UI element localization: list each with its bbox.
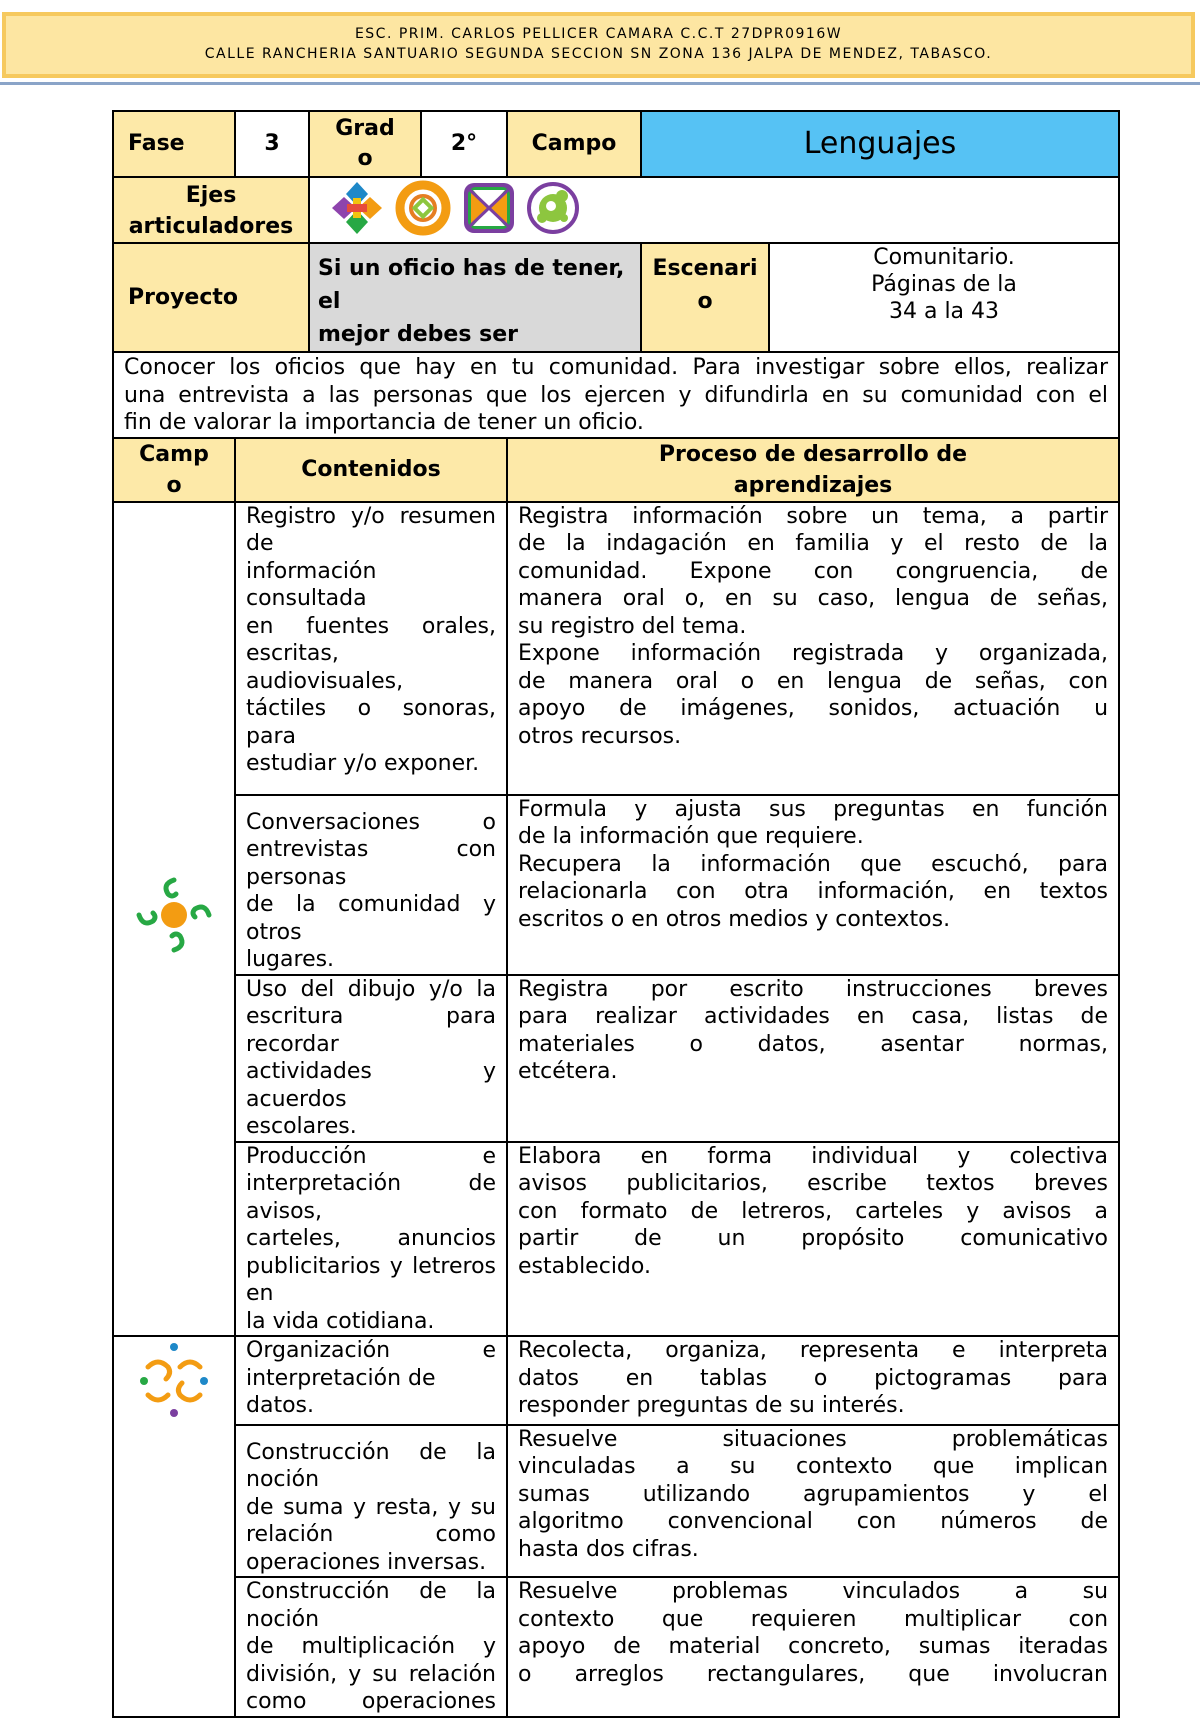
proceso-line: de la indagación en familia y el resto de la [518, 531, 1109, 556]
column-header-campo-line2: o [166, 472, 182, 498]
contenido-line: la vida cotidiana. [246, 1308, 435, 1334]
planning-table [112, 110, 1120, 1718]
escenario-label-line1: Escenari [652, 256, 758, 281]
escenario-label [641, 243, 769, 352]
contenido-cell [235, 1142, 507, 1337]
grado-label-line2: o [357, 146, 373, 171]
proceso-cell [507, 1142, 1119, 1337]
proceso-line: comunidad. Expone con congruencia, de [518, 558, 1109, 584]
contenido-line: carteles, anuncios [246, 1226, 496, 1251]
escenario-value-line2: Páginas de la [871, 272, 1017, 297]
school-name-line: ESC. PRIM. CARLOS PELLICER CAMARA C.C.T 27DPR0916W [354, 26, 843, 42]
proyecto-label: Proyecto [113, 243, 309, 352]
contenido-line: publicitarios y letreros en [246, 1253, 496, 1306]
proyecto-value-line2: mejor debes ser [318, 322, 518, 347]
contenido-line: de multiplicación y [246, 1634, 496, 1659]
proceso-line: Registra información sobre un tema, a partir [518, 503, 1109, 529]
school-header-banner [2, 12, 1195, 78]
contenido-line: actividades y acuerdos [246, 1059, 496, 1112]
proceso-line: escritos o en otros medios y contextos. [518, 906, 951, 932]
table-row [113, 1425, 1119, 1578]
proceso-line: Recolecta, organiza, representa e interpreta [518, 1338, 1109, 1363]
campo-lenguajes-cell [113, 502, 235, 1337]
contenido-cell [235, 975, 507, 1142]
contenido-line: en fuentes orales, [246, 613, 496, 639]
contenido-line: Producción e [246, 1143, 496, 1169]
proyecto-value [309, 243, 641, 352]
proceso-line: hasta dos cifras. [518, 1536, 699, 1562]
ejes-label-line1: Ejes [185, 183, 237, 208]
contenido-line: de suma y resta, y su [246, 1494, 496, 1520]
proceso-line: manera oral o, en su caso, lengua de señas, [518, 586, 1109, 611]
fase-value: 3 [235, 111, 309, 177]
proceso-cell [507, 1425, 1119, 1578]
saberes-campo-icon [134, 1341, 214, 1421]
ejes-label-line2: articuladores [128, 214, 294, 239]
proceso-line: de manera oral o en lengua de señas, con [518, 668, 1109, 694]
contenido-line: Organización e [246, 1338, 496, 1363]
contenido-line: información consultada [246, 558, 377, 611]
contenido-line: operaciones inversas. [246, 1549, 487, 1575]
purpose-line2: una entrevista a las personas que los ejercen y difundirla en su comunidad con el [124, 382, 1109, 408]
column-header-proceso-line2: aprendizajes [733, 472, 893, 498]
contenido-line: escritas, audiovisuales, [246, 641, 404, 694]
contenido-line: división, y su relación [246, 1661, 496, 1687]
grado-label [309, 111, 421, 177]
proceso-line: o arreglos rectangulares, que involucran [518, 1661, 1109, 1687]
table-row [113, 795, 1119, 975]
contenido-line: entrevistas con personas [246, 837, 496, 890]
proceso-line: vinculadas a su contexto que implican [518, 1454, 1109, 1479]
proceso-line: Resuelve problemas vinculados a su [518, 1579, 1109, 1604]
escenario-label-line2: o [697, 289, 713, 314]
column-header-proceso [507, 438, 1119, 502]
ejes-icons-cell [309, 177, 1119, 243]
lenguajes-campo-icon [134, 875, 214, 955]
project-purpose [113, 352, 1119, 438]
proceso-line: otros recursos. [518, 723, 682, 749]
proceso-line: con formato de letreros, carteles y avisos a [518, 1198, 1109, 1224]
table-row [113, 975, 1119, 1142]
campo-label: Campo [507, 111, 641, 177]
contenido-line: Uso del dibujo y/o la [246, 976, 496, 1002]
proceso-line: su registro del tema. [518, 613, 747, 639]
contenido-line: estudiar y/o exponer. [246, 751, 480, 776]
proceso-cell [507, 1336, 1119, 1425]
contenido-line: Conversaciones o [246, 809, 496, 835]
contenido-cell [235, 502, 507, 795]
column-header-campo-line1: Camp [139, 441, 209, 467]
column-header-proceso-line1: Proceso de desarrollo de [658, 441, 968, 467]
proceso-line: partir de un propósito comunicativo [518, 1226, 1109, 1251]
contenido-line: interpretación de datos. [246, 1365, 436, 1418]
contenido-cell [235, 1425, 507, 1578]
contenido-line: interpretación de avisos, [246, 1171, 496, 1224]
table-row [113, 1142, 1119, 1337]
contenido-cell [235, 795, 507, 975]
grado-value: 2° [421, 111, 507, 177]
contenido-line: como operaciones [246, 1689, 496, 1714]
proceso-cell [507, 795, 1119, 975]
purpose-line1: Conocer los oficios que hay en tu comunidad. Para investigar sobre ellos, realizar [124, 355, 1109, 380]
fase-label: Fase [113, 111, 235, 177]
purpose-line3: fin de valorar la importancia de tener un oficio. [124, 410, 644, 435]
proceso-line: datos en tablas o pictogramas para [518, 1365, 1109, 1391]
contenido-line: Construcción de la noción [246, 1579, 496, 1632]
proceso-line: para realizar actividades en casa, listas de [518, 1004, 1109, 1029]
table-row [113, 502, 1119, 795]
school-address-line: CALLE RANCHERIA SANTUARIO SEGUNDA SECCION SN ZONA 136 JALPA DE MENDEZ, TABASCO. [204, 46, 993, 62]
proceso-line: Resuelve situaciones problemáticas [518, 1426, 1109, 1452]
inclusion-icon [328, 180, 386, 236]
campo-saberes-cell [113, 1336, 235, 1717]
proceso-line: Expone información registrada y organizada, [518, 641, 1109, 666]
proceso-line: avisos publicitarios, escribe textos breves [518, 1171, 1109, 1196]
proceso-line: de la información que requiere. [518, 824, 864, 849]
proceso-line: apoyo de material concreto, sumas iteradas [518, 1634, 1109, 1659]
pensamiento-critico-icon [392, 180, 454, 236]
proceso-line: responder preguntas de su interés. [518, 1393, 905, 1418]
header-divider [0, 82, 1200, 85]
escenario-value [769, 243, 1119, 352]
contenido-cell [235, 1336, 507, 1425]
proceso-line: Formula y ajusta sus preguntas en función [518, 796, 1109, 822]
column-header-campo [113, 438, 235, 502]
proceso-cell [507, 975, 1119, 1142]
grado-label-line1: Grad [335, 116, 395, 141]
contenido-line: de la comunidad y otros [246, 892, 496, 945]
proceso-cell [507, 502, 1119, 795]
interculturalidad-icon [460, 180, 518, 236]
proceso-line: apoyo de imágenes, sonidos, actuación u [518, 696, 1109, 721]
proceso-cell [507, 1577, 1119, 1717]
contenido-cell [235, 1577, 507, 1717]
table-row [113, 1577, 1119, 1717]
proceso-line: Elabora en forma individual y colectiva [518, 1143, 1109, 1169]
proceso-line: contexto que requieren multiplicar con [518, 1606, 1109, 1632]
proceso-line: materiales o datos, asentar normas, [518, 1031, 1109, 1057]
escenario-value-line1: Comunitario. [873, 245, 1015, 270]
column-header-contenidos: Contenidos [235, 438, 507, 502]
artes-icon [524, 180, 582, 236]
proceso-line: algoritmo convencional con números de [518, 1509, 1109, 1534]
campo-value: Lenguajes [641, 111, 1119, 177]
proceso-line: Recupera la información que escuchó, para [518, 851, 1109, 877]
proceso-line: relacionarla con otra información, en textos [518, 879, 1109, 904]
escenario-value-line3: 34 a la 43 [888, 299, 1000, 324]
proceso-line: establecido. [518, 1253, 651, 1279]
proceso-line: sumas utilizando agrupamientos y el [518, 1481, 1109, 1507]
contenido-line: relación como [246, 1522, 496, 1547]
table-row [113, 1336, 1119, 1425]
proceso-line: etcétera. [518, 1059, 618, 1084]
proyecto-value-line1: Si un oficio has de tener, el [318, 256, 625, 314]
proceso-line: Registra por escrito instrucciones breves [518, 976, 1109, 1002]
contenido-line: Registro y/o resumen de [246, 503, 496, 556]
contenido-line: táctiles o sonoras, para [246, 696, 496, 749]
contenido-line: Construcción de la noción [246, 1439, 496, 1492]
ejes-label [113, 177, 309, 243]
contenido-line: escritura para recordar [246, 1004, 496, 1057]
contenido-line: lugares. [246, 947, 335, 972]
contenido-line: escolares. [246, 1114, 357, 1139]
